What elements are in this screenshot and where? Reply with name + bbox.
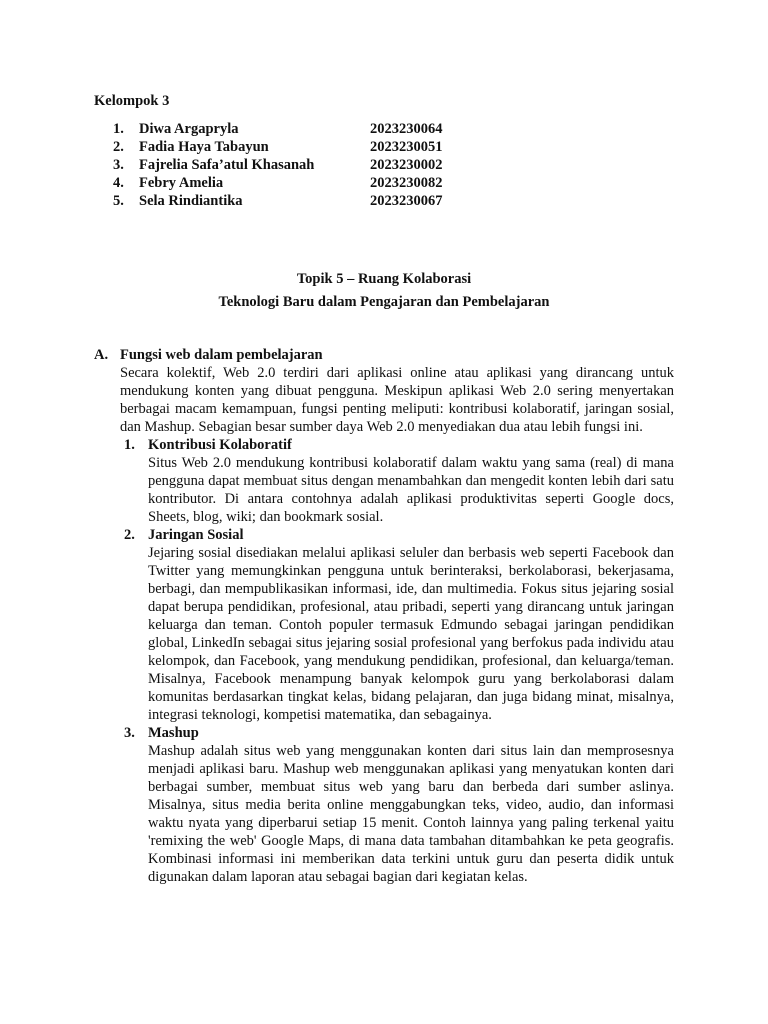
member-nim: 2023230067 (370, 193, 443, 209)
subsection-heading (120, 526, 674, 544)
member-number: 5. (113, 193, 124, 209)
subsection-number: 3. (124, 725, 135, 741)
member-nim: 2023230082 (370, 175, 443, 191)
subsection-heading (120, 436, 674, 454)
subsection-title: Mashup (148, 725, 199, 741)
subsection-number: 2. (124, 527, 135, 543)
section-title: Fungsi web dalam pembelajaran (120, 347, 323, 363)
member-name: Febry Amelia (139, 175, 224, 191)
member-nim: 2023230051 (370, 139, 443, 155)
group-title: Kelompok 3 (94, 93, 170, 109)
member-number: 3. (113, 157, 124, 173)
subsection-text: Mashup adalah situs web yang menggunakan konten dari situs lain dan memprosesnya menjadi aplikasi baru. Mashup web menggunakan aplikasi yang menyatukan konten dari berbagai sumber, membuat situs web yang baru dan berbeda dari sumber aslinya. Misalnya, situs media berita online menggabungkan teks, video, audio, dan informasi waktu nyata yang diperbarui setiap 15 menit. Contoh lainnya yang paling terkenal yaitu 'remixing the web' Google Maps, di mana data tambahan ditambahkan ke peta geografis. Kombinasi informasi ini memberikan data terkini untuk guru dan peserta didik untuk digunakan dalam laporan atau sebagai bagian dari kegiatan kelas. (148, 743, 674, 885)
section-a (94, 346, 674, 886)
topic-subtitle: Teknologi Baru dalam Pengajaran dan Pembelajaran (218, 294, 550, 310)
subsection-mashup (94, 724, 674, 886)
member-name: Fadia Haya Tabayun (139, 139, 269, 155)
subsection-kontribusi (94, 436, 674, 526)
member-number: 4. (113, 175, 124, 191)
subsection-jaringan-sosial (94, 526, 674, 724)
member-nim: 2023230064 (370, 121, 443, 137)
subsection-title: Jaringan Sosial (148, 527, 244, 543)
member-number: 1. (113, 121, 124, 137)
topic-title: Topik 5 – Ruang Kolaborasi (296, 271, 472, 287)
member-name: Diwa Argapryla (139, 121, 239, 137)
subsection-text: Jejaring sosial disediakan melalui aplikasi seluler dan berbasis web seperti Facebook dan Twitter yang memungkinkan pengguna untuk berinteraksi, berkolaborasi, bekerjasama, berbagi, dan mempublikasikan informasi, ide, dan multimedia. Fokus situs jejaring sosial dapat berupa pendidikan, profesional, atau pribadi, seperti yang dirancang untuk jaringan keluarga dan teman. Contoh populer termasuk Edmundo sebagai jaringan pendidikan global, LinkedIn sebagai situs jejaring sosial profesional yang berfokus pada individu atau kelompok, dan Facebook, yang mendukung pendidikan, profesional, dan keluarga/teman. Misalnya, Facebook menampung banyak kelompok guru yang berkolaborasi dalam komunitas berdasarkan tingkat kelas, bidang pelajaran, dan juga bidang minat, misalnya, integrasi teknologi, kompetisi matematika, dan sebagainya. (148, 545, 674, 723)
subsection-text: Situs Web 2.0 mendukung kontribusi kolaboratif dalam waktu yang sama (real) di mana pengguna dapat membuat situs dengan menambahkan dan mengedit konten lebih dari satu kontributor. Di antara contohnya adalah aplikasi produktivitas seperti Google docs, Sheets, blog, wiki; dan bookmark sosial. (148, 455, 674, 525)
member-number: 2. (113, 139, 124, 155)
subsection-title: Kontribusi Kolaboratif (148, 437, 292, 453)
section-intro: Secara kolektif, Web 2.0 terdiri dari aplikasi online atau aplikasi yang dirancang untuk mendukung konten yang dibuat pengguna. Meskipun aplikasi Web 2.0 sering menyertakan berbagai macam kemampuan, fungsi penting meliputi: kontribusi kolaboratif, jaringan sosial, dan Mashup. Sebagian besar sumber daya Web 2.0 menyediakan dua atau lebih fungsi ini. (120, 365, 674, 435)
member-nim: 2023230002 (370, 157, 443, 173)
subsection-number: 1. (124, 437, 135, 453)
subsection-heading (120, 724, 674, 742)
member-name: Sela Rindiantika (139, 193, 243, 209)
section-letter: A. (94, 347, 109, 363)
section-heading (94, 346, 674, 364)
member-name: Fajrelia Safa’atul Khasanah (139, 157, 315, 173)
